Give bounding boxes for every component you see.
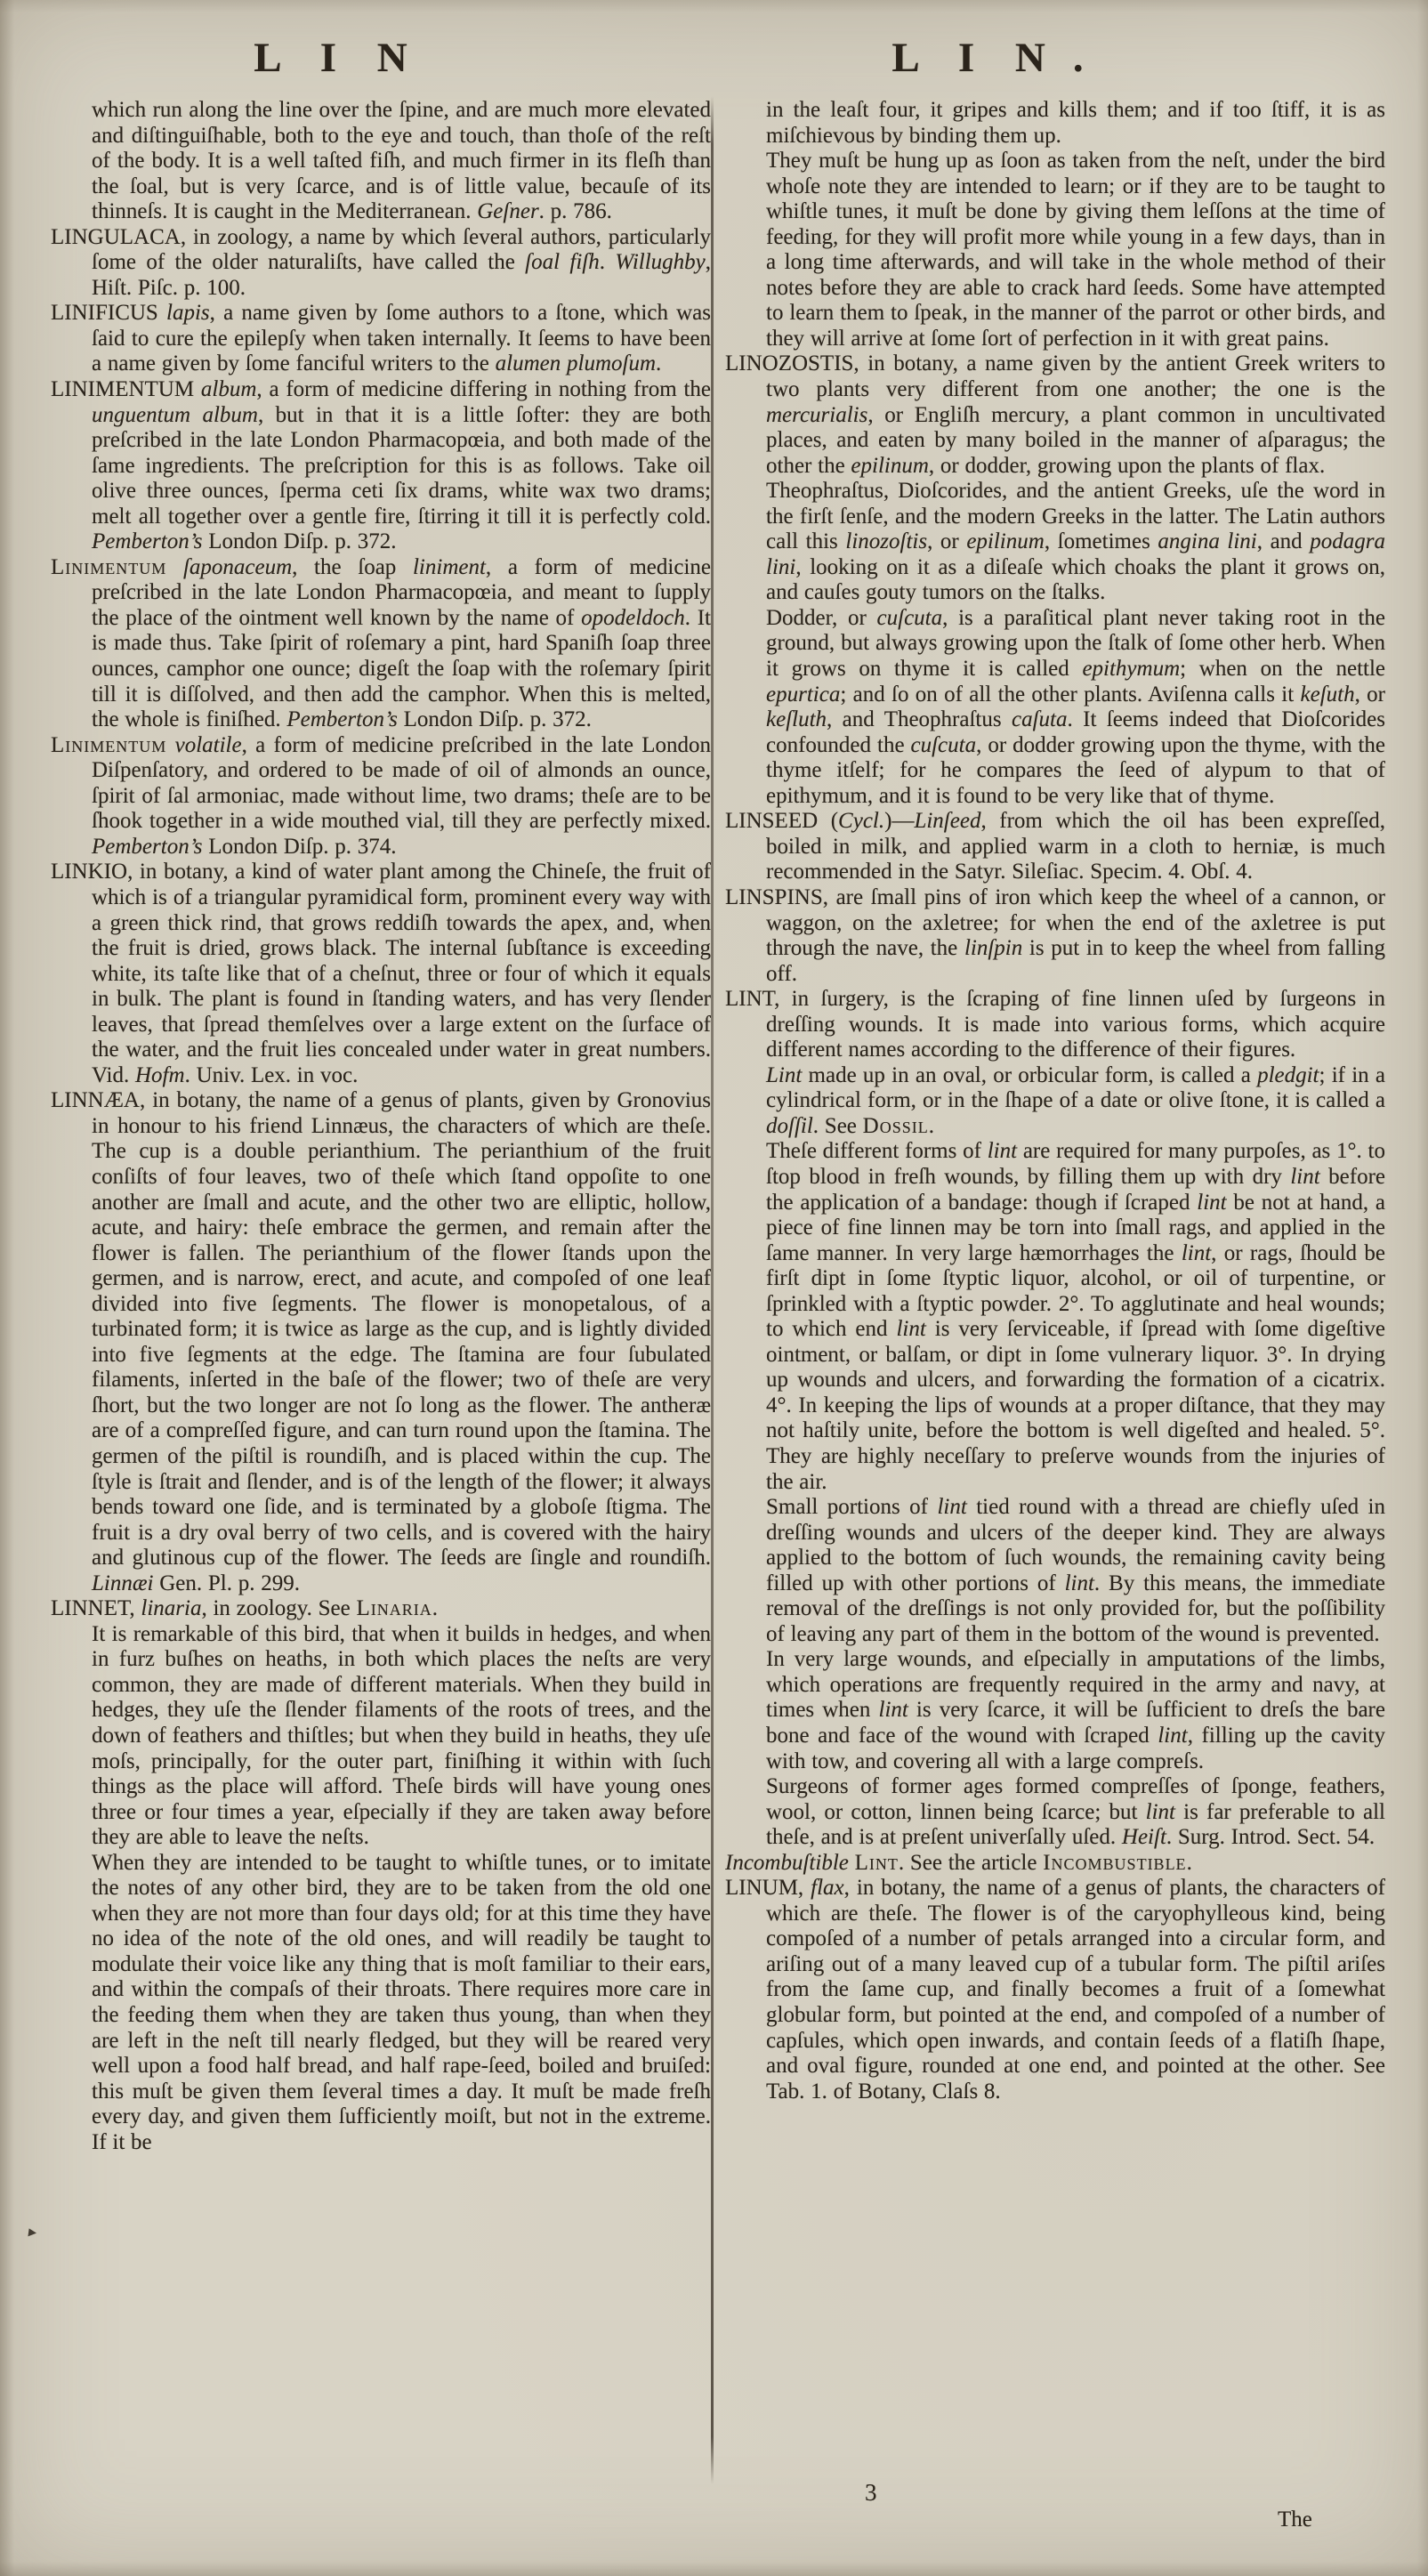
body-paragraph: Theophraſtus, Dioſcorides, and the antient Greeks, uſe the word in the firſt ſenſe, and the modern Greeks in the latter. The Latin authors call this linozoſtis, or epilinum, ſometimes angina lini, and podagra lini, looking on it as a diſeaſe which choaks the plant it grows on, and cauſes gouty tumors on the ſtalks. xyxy=(766,479,1385,605)
entry-paragraph: LINOZOSTIS, in botany, a name given by the antient Greek writers to two plants very different from one another; the one is the mercurialis, or Engliſh mercury, a plant common in uncultivated places, and eaten by many boiled in the manner of aſparagus; the other the epilinum, or dodder, growing upon the plants of flax. xyxy=(725,351,1385,478)
body-paragraph: in the leaſt four, it gripes and kills them; and if too ſtiff, it is as miſchievous by binding them up. xyxy=(766,98,1385,148)
signature-number: 3 xyxy=(865,2479,877,2506)
entry-paragraph: LINT, in ſurgery, is the ſcraping of fine linnen uſed by ſurgeons in dreſſing wounds. It is made into various forms, which acquire different names according to the difference of their figures. xyxy=(725,987,1385,1062)
entry-paragraph: Linimentum volatile, a form of medicine preſcribed in the late London Diſpenſatory, and ordered to be made of oil of almonds an ounce, ſpirit of ſal armoniac, made without lime, two drams; theſe are to be ſhook together in a wide mouthed vial, till they are perfectly mixed. Pemberton’s London Diſp. p. 374. xyxy=(51,732,711,859)
column-divider-rule xyxy=(711,96,714,2484)
entry-paragraph: LINIMENTUM album, a form of medicine differing in nothing from the unguentum album, but in that it is a little ſofter: they are both preſcribed in the late London Pharmacopœia, and both made of the ſame ingredients. The preſcription for this is as follows. Take oil olive three ounces, ſperma ceti ſix drams, white wax two drams; melt all together over a gentle fire, ſtirring it till it is perfectly cold. Pemberton’s London Diſp. p. 372. xyxy=(51,377,711,554)
body-paragraph: Theſe different forms of lint are required for many purpoſes, as 1°. to ſtop blood in freſh wounds, by filling them up with dry lint before the application of a bandage: though if ſcraped lint be not at hand, a piece of fine linnen may be torn into ſmall rags, and applied in the ſame manner. In very large hæmorrhages the lint, or rags, ſhould be firſt dipt in ſome ſtyptic liquor, alcohol, or oil of turpentine, or ſprinkled with a ſtyptic powder. 2°. To agglutinate and heal wounds; to which end lint is very ſerviceable, if ſpread with ſome digeſtive ointment, or balſam, or dipt in ſome vulnerary liquor. 3°. In drying up wounds and ulcers, and forwarding the formation of a cicatrix. 4°. In keeping the lips of wounds at a proper diſtance, that they may not haſtily unite, before the bottom is well digeſted and healed. 5°. They are highly neceſſary to preſerve wounds from the injuries of the air. xyxy=(766,1139,1385,1494)
entry-paragraph: LINNET, linaria, in zoology. See Linaria. xyxy=(51,1596,438,1621)
entry-paragraph: LINIFICUS lapis, a name given by ſome authors to a ſtone, which was ſaid to cure the epilepſy when taken internally. It ſeems to have been a name given by ſome fanciful writers to the alumen plumoſum. xyxy=(51,301,711,376)
right-column xyxy=(725,98,1385,2493)
body-paragraph: In very large wounds, and eſpecially in amputations of the limbs, which operations are frequently required in the army and navy, at times when lint is very ſcarce, it will be ſufficient to dreſs the bare bone and face of the wound with ſcraped lint, filling up the cavity with tow, and covering all with a large compreſs. xyxy=(766,1647,1385,1773)
body-paragraph: It is remarkable of this bird, that when it builds in hedges, and when in furz buſhes on heaths, in both which places the neſts are very common, they are made of different materials. When they build in hedges, they uſe the ſlender filaments of the roots of trees, and the down of feathers and thiſtles; but when they build in heaths, they uſe moſs, principally, for the outer part, finiſhing it within with ſuch things as the place will afford. Theſe birds will have young ones three or four times a year, eſpecially if they are taken away before they are able to leave the neſts. xyxy=(92,1621,711,1850)
body-paragraph: Dodder, or cuſcuta, is a paraſitical plant never taking root in the ground, but always growing upon the ſtalk of ſome other herb. When it grows on thyme it is called epithymum; when on the nettle epurtica; and ſo on of all the other plants. Aviſenna calls it keſuth, or keſluth, and Theophraſtus caſuta. It ſeems indeed that Dioſcorides confounded the cuſcuta, or dodder growing upon the thyme, with the thyme itſelf; for he compares the ſeed of alypum to that of epithymum, and it is found to be very like that of thyme. xyxy=(766,605,1385,808)
left-column xyxy=(51,98,711,2493)
body-paragraph: Surgeons of former ages formed compreſſes of ſponge, feathers, wool, or cotton, linnen being ſcarce; but lint is far preferable to all theſe, and is at preſent univerſally uſed. Heiſt. Surg. Introd. Sect. 54. xyxy=(766,1774,1385,1850)
entry-paragraph: LINSEED (Cycl.)—Linſeed, from which the oil has been expreſſed, boiled in milk, and applied warm in a cloth to herniæ, is much recommended in the Satyr. Sileſiac. Specim. 4. Obſ. 4. xyxy=(725,809,1385,884)
running-head-right xyxy=(716,34,1259,87)
entry-paragraph: LINKIO, in botany, a kind of water plant among the Chineſe, the fruit of which is of a triangular pyramidical form, prominent every way with a green thick rind, that grows reddiſh towards the apex, and, when the fruit is dried, grows black. The internal ſubſtance is exceeding white, its taſte like that of a cheſnut, three or four of which it equals in bulk. The plant is found in ſtanding waters, and has very ſlender leaves, that ſpread themſelves over a large extent on the ſurface of the water, and the fruit lies concealed under water in great numbers. Vid. Hofm. Univ. Lex. in voc. xyxy=(51,860,711,1087)
catchword: The xyxy=(1278,2507,1312,2532)
body-paragraph: They muſt be hung up as ſoon as taken from the neſt, under the bird whoſe note they are intended to learn; or if they are to be taught to whiſtle tunes, it muſt be done by giving them leſſons at the time of feeding, for they will profit more while young in a few days, than in a long time afterwards, and will take in the whole method of their notes before they are able to crack hard ſeeds. Some have attempted to learn them to ſpeak, in the manner of the parrot or other birds, and they will arrive at ſome ſort of perfection in it with great pains. xyxy=(766,149,1385,351)
running-head-left: L I N xyxy=(254,35,423,81)
body-paragraph: When they are intended to be taught to whiſtle tunes, or to imitate the notes of any other bird, they are to be taken from the old one when they are not more than four days old; for at this time they have no idea of the note of the old ones, and will readily be taught to modulate their voice like any thing that is moſt familiar to their ears, and within the compaſs of their throats. There requires more care in the feeding them when they are taken thus young, than when they are left in the neſt till nearly fledged, but they will be reared very well upon a food half bread, and half rape-ſeed, boiled and bruiſed: this muſt be given them ſeveral times a day. It muſt be made freſh every day, and given them ſufficiently moiſt, but not in the extreme. If it be xyxy=(92,1850,711,2154)
entry-paragraph: LINSPINS, are ſmall pins of iron which keep the wheel of a cannon, or waggon, on the axletree; for when the end of the axletree is put through the nave, the linſpin is put in to keep the wheel from falling off. xyxy=(725,884,1385,986)
body-paragraph: which run along the line over the ſpine, and are much more elevated and diſtinguiſhable, both to the eye and touch, than thoſe of the reſt of the body. It is a well taſted fiſh, and much firmer in its fleſh than the ſoal, but is very ſcarce, and is of little value, becauſe of its thinneſs. It is caught in the Mediterranean. Geſner. p. 786. xyxy=(92,98,711,224)
body-paragraph: Lint made up in an oval, or orbicular form, is called a pledgit; if in a cylindrical form, or in the ſhape of a date or olive ſtone, it is called a doſſil. See Dossil. xyxy=(766,1062,1385,1138)
entry-paragraph: Linimentum ſaponaceum, the ſoap liniment, a form of medicine preſcribed in the late London Pharmacopœia, and meant to ſupply the place of the ointment well known by the name of opodeldoch. It is made thus. Take ſpirit of roſemary a pint, hard Spaniſh ſoap three ounces, camphor one ounce; digeſt the ſoap with the roſemary ſpirit till it is diſſolved, and then add the camphor. When this is melted, the whole is finiſhed. Pemberton’s London Diſp. p. 372. xyxy=(51,554,711,732)
entry-paragraph: LINGULACA, in zoology, a name by which ſeveral authors, particularly ſome of the older naturaliſts, have called the ſoal fiſh. Willughby, Hiſt. Piſc. p. 100. xyxy=(51,224,711,300)
running-head-right-text: L I N xyxy=(891,35,1061,81)
running-head-dot: . xyxy=(1072,35,1084,81)
body-paragraph: Small portions of lint tied round with a thread are chiefly uſed in dreſſing wounds and ulcers of the deeper kind. They are always applied to the bottom of ſuch wounds, the remaining cavity being filled up with other portions of lint. By this means, the immediate removal of the dreſſings is not only provided for, but the poſſibility of leaving any part of them in the bottom of the wound is prevented. xyxy=(766,1495,1385,1646)
entry-paragraph: LINUM, flax, in botany, the name of a genus of plants, the characters of which are theſe. The flower is of the caryophylleous kind, being compoſed of a number of petals arranged into a circular form, and ariſing out of a many leaved cup of a tubular form. The piſtil ariſes from the ſame cup, and finally becomes a fruit of a ſomewhat globular form, but pointed at the end, and compoſed of a number of capſules, which open inwards, and contain ſeeds of a flatiſh ſhape, and oval figure, rounded at one end, and pointed at the other. See Tab. 1. of Botany, Claſs 8. xyxy=(725,1876,1385,2104)
ink-speck-mark xyxy=(28,2228,36,2237)
entry-paragraph: LINNÆA, in botany, the name of a genus of plants, given by Gronovius in honour to his friend Linnæus, the characters of which are theſe. The cup is a double perianthium. The perianthium of the fruit conſiſts of four leaves, two of theſe which ſtand oppoſite to one another are ſmall and acute, and the other two are elliptic, hollow, acute, and hairy: theſe embrace the germen, and remain after the flower is fallen. The perianthium of the flower ſtands upon the germen, and is narrow, erect, and acute, and compoſed of one leaf divided into five ſegments. The flower is monopetalous, of a turbinated form; it is twice as large as the cup, and is lightly divided into five ſegments at the edge. The ſtamina are four ſubulated filaments, inſerted in the baſe of the flower; two of theſe are very ſhort, but the two longer are not ſo long as the flower. The antheræ are of a compreſſed figure, and can turn round upon the ſtamina. The germen of the piſtil is roundiſh, and is placed within the cup. The ſtyle is ſtrait and ſlender, and is of the length of the flower; it always bends toward one ſide, and is terminated by a globoſe ſtigma. The fruit is a dry oval berry of two cells, and is covered with the hairy and glutinous cup of the flower. The ſeeds are ſingle and roundiſh. Linnæi Gen. Pl. p. 299. xyxy=(51,1088,711,1595)
entry-paragraph: Incombuſtible Lint. See the article Incombustible. xyxy=(725,1850,1192,1875)
